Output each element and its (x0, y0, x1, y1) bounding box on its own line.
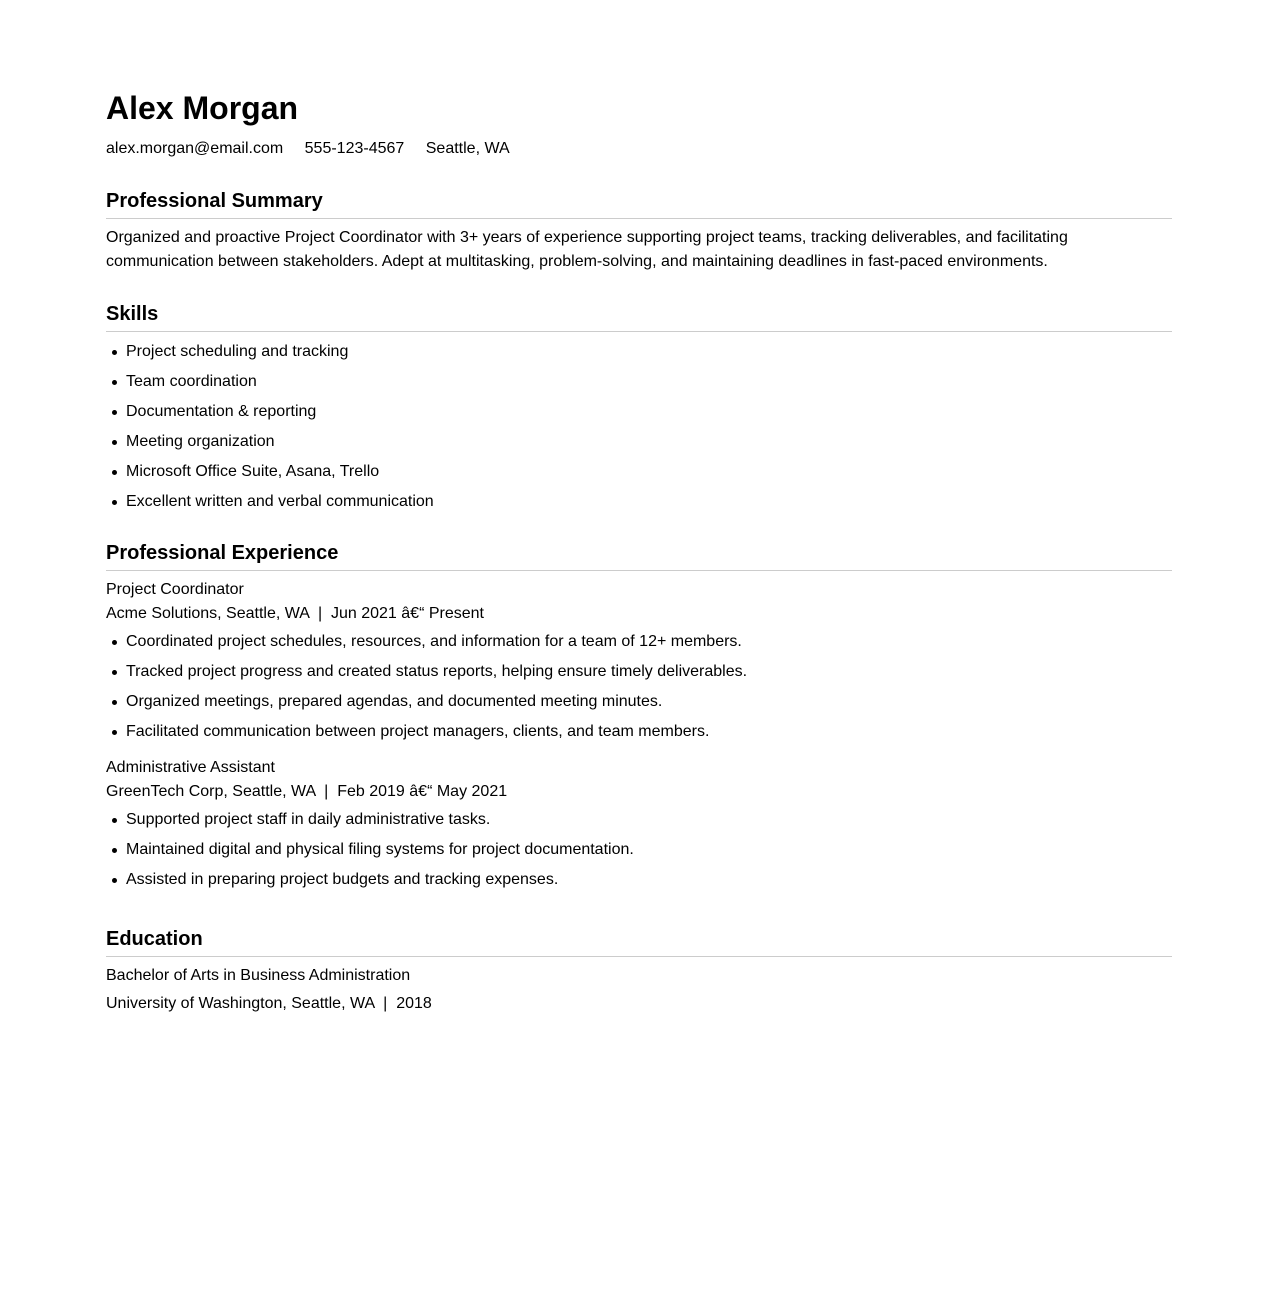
skill-item: Microsoft Office Suite, Asana, Trello (126, 457, 1172, 487)
skills-section (106, 302, 1172, 517)
candidate-name: Alex Morgan (106, 90, 299, 126)
job-bullets (106, 627, 1172, 747)
job-title: Administrative Assistant (106, 759, 275, 776)
experience-section (106, 541, 1172, 895)
job-bullet: Tracked project progress and created status reports, helping ensure timely deliverables. (126, 657, 1172, 687)
education-section (106, 927, 1172, 1018)
education-degree: Bachelor of Arts in Business Administration (106, 967, 411, 984)
section-heading-skills: Skills (106, 302, 1172, 332)
contact-info (106, 139, 527, 159)
skills-list (106, 337, 1172, 517)
section-heading-experience: Professional Experience (106, 541, 1172, 571)
skill-item: Meeting organization (126, 427, 1172, 457)
job-bullets (106, 805, 1172, 895)
contact-email: alex.morgan@email.com (106, 140, 284, 157)
job-bullet: Organized meetings, prepared agendas, and documented meeting minutes. (126, 687, 1172, 717)
skill-item: Team coordination (126, 367, 1172, 397)
job-title: Project Coordinator (106, 581, 244, 598)
education-school: University of Washington, Seattle, WA | 2018 (106, 995, 432, 1012)
skill-item: Project scheduling and tracking (126, 337, 1172, 367)
job-bullet: Maintained digital and physical filing systems for project documentation. (126, 835, 1172, 865)
skill-item: Excellent written and verbal communication (126, 487, 1172, 517)
skill-item: Documentation & reporting (126, 397, 1172, 427)
job-company-dates: Acme Solutions, Seattle, WA | Jun 2021 â€“ Present (106, 605, 484, 622)
contact-phone: 555-123-4567 (304, 140, 405, 157)
job-bullet: Supported project staff in daily administrative tasks. (126, 805, 1172, 835)
job-entry (106, 578, 1172, 747)
section-heading-summary: Professional Summary (106, 189, 1172, 219)
job-bullet: Assisted in preparing project budgets and tracking expenses. (126, 865, 1172, 895)
job-bullet: Coordinated project schedules, resources, and information for a team of 12+ members. (126, 627, 1172, 657)
summary-text: Organized and proactive Project Coordinator with 3+ years of experience supporting project teams, tracking deliverables, and facilitating communication between stakeholders. Adept at multitasking, problem-solving, and maintaining deadlines in fast-paced environments. (106, 229, 1068, 270)
summary-section (106, 189, 1172, 274)
section-heading-education: Education (106, 927, 1172, 957)
job-entry (106, 756, 1172, 895)
job-bullet: Facilitated communication between project managers, clients, and team members. (126, 717, 1172, 747)
job-company-dates: GreenTech Corp, Seattle, WA | Feb 2019 â€“ May 2021 (106, 783, 508, 800)
contact-location: Seattle, WA (425, 140, 510, 157)
